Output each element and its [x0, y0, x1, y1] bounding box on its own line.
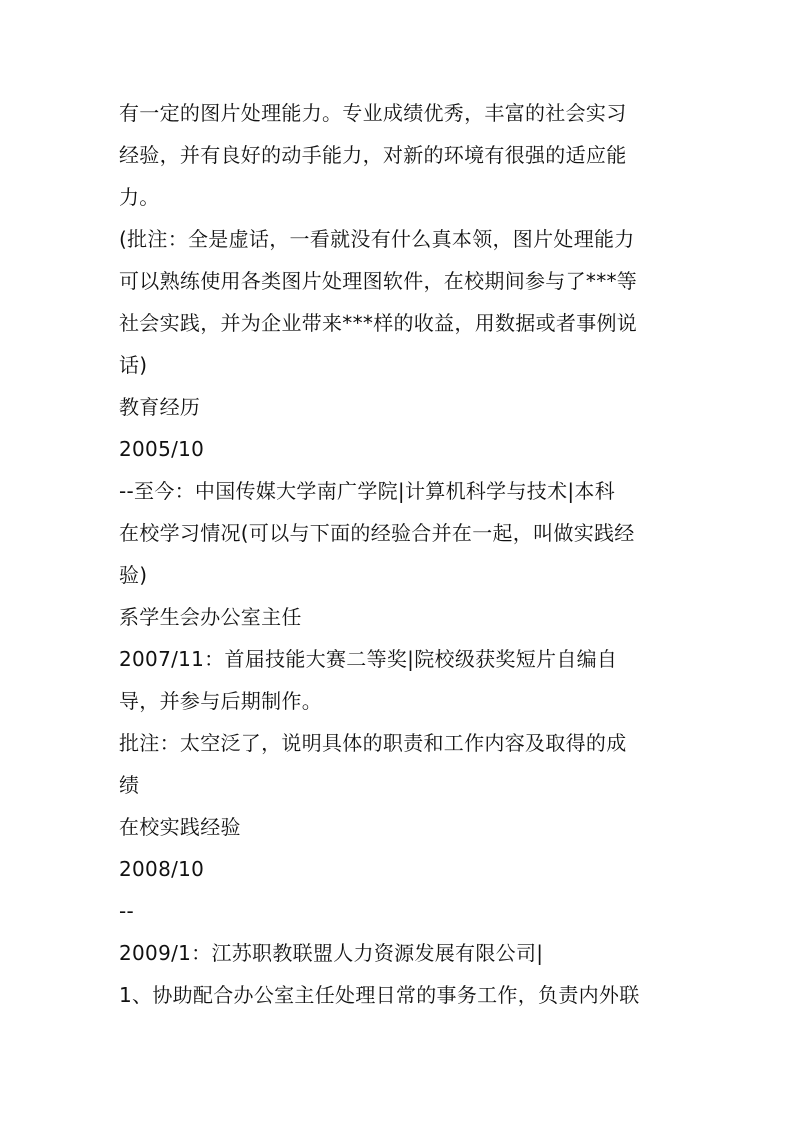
section-heading-practice: 在校实践经验 [119, 815, 241, 839]
annotation-line: 话) [119, 353, 148, 377]
date-line: 2005/10 [119, 437, 205, 461]
text-line: 在校学习情况(可以与下面的经验合并在一起，叫做实践经 [119, 521, 635, 545]
section-heading-education: 教育经历 [119, 395, 201, 419]
text-line: 1、协助配合办公室主任处理日常的事务工作，负责内外联 [119, 983, 640, 1007]
date-separator: -- [119, 899, 135, 923]
text-line: 经验，并有良好的动手能力，对新的环境有很强的适应能 [119, 143, 627, 167]
role-title: 系学生会办公室主任 [119, 605, 302, 629]
text-line: 验) [119, 563, 148, 587]
annotation-line: (批注：全是虚话，一看就没有什么真本领，图片处理能力 [119, 227, 635, 251]
text-line: 导，并参与后期制作。 [119, 689, 322, 713]
annotation-line: 绩 [119, 773, 140, 797]
document-page [119, 92, 679, 1016]
text-line: 力。 [119, 185, 160, 209]
annotation-line: 可以熟练使用各类图片处理图软件，在校期间参与了***等 [119, 269, 638, 293]
annotation-line: 批注：太空泛了，说明具体的职责和工作内容及取得的成 [119, 731, 627, 755]
text-line: 有一定的图片处理能力。专业成绩优秀，丰富的社会实习 [119, 101, 627, 125]
date-line: 2008/10 [119, 857, 205, 881]
education-entry: --至今：中国传媒大学南广学院|计算机科学与技术|本科 [119, 479, 616, 503]
annotation-line: 社会实践，并为企业带来***样的收益，用数据或者事例说 [119, 311, 638, 335]
experience-entry: 2009/1：江苏职教联盟人力资源发展有限公司| [119, 941, 544, 965]
award-entry: 2007/11：首届技能大赛二等奖|院校级获奖短片自编自 [119, 647, 618, 671]
